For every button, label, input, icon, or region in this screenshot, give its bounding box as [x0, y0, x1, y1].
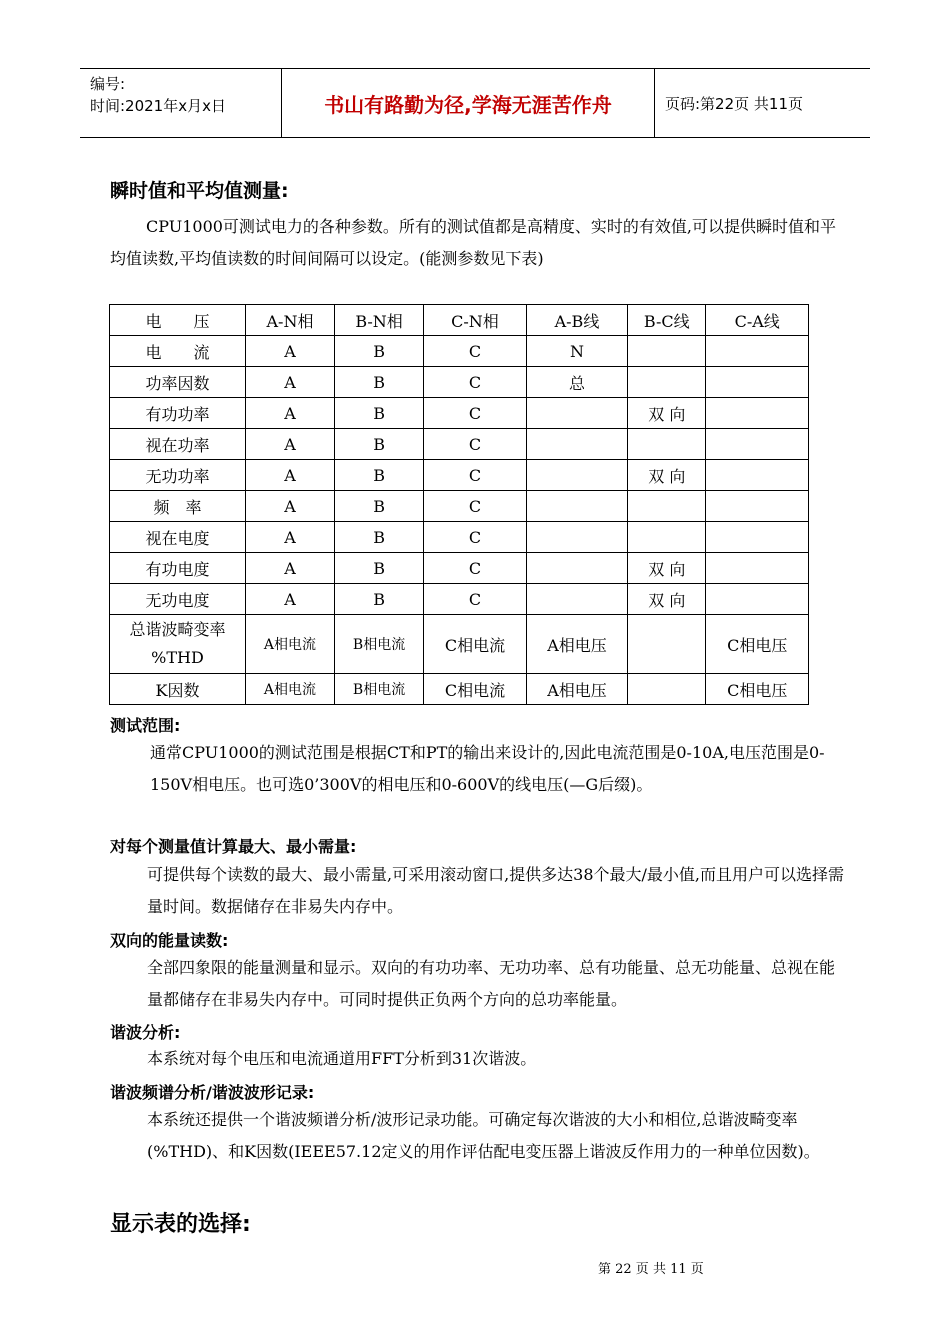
table-cell: B [334, 398, 423, 429]
table-cell: B相电流 [334, 674, 423, 705]
table-cell: A [246, 553, 335, 584]
header-cell: B-C线 [628, 305, 706, 336]
table-cell: A [246, 336, 335, 367]
harmonic-title: 谐波分析: [110, 1023, 181, 1042]
header-cell: A-B线 [526, 305, 627, 336]
table-cell: C [424, 429, 527, 460]
table-row [110, 491, 809, 522]
header-cell: A-N相 [246, 305, 335, 336]
row-label: 功率因数 [110, 367, 246, 398]
k-factor-row [110, 674, 809, 705]
row-label: 视在功率 [110, 429, 246, 460]
header-cell: 电 压 [110, 305, 246, 336]
table-cell: A [246, 460, 335, 491]
table-cell: B [334, 367, 423, 398]
table-cell [706, 398, 809, 429]
table-cell: A [246, 367, 335, 398]
table-cell: A相电流 [246, 674, 335, 705]
table-cell: B [334, 553, 423, 584]
header-cell: C-N相 [424, 305, 527, 336]
table-row [110, 429, 809, 460]
header-cell: B-N相 [334, 305, 423, 336]
table-row [110, 367, 809, 398]
spectrum-title: 谐波频谱分析/谐波波形记录: [110, 1083, 315, 1102]
table-cell: C相电压 [706, 615, 809, 674]
range-text: 通常CPU1000的测试范围是根据CT和PT的输出来设计的,因此电流范围是0-10A,电压范围是0-150V相电压。也可选0’300V的相电压和0-600V的线电压(—G后缀)。 [150, 743, 825, 794]
table-cell [628, 615, 706, 674]
header-cell: C-A线 [706, 305, 809, 336]
motto: 书山有路勤为径,学海无涯苦作舟 [282, 69, 655, 137]
table-cell [526, 429, 627, 460]
thd-label-line2: %THD [151, 648, 204, 667]
code-label: 编号: [90, 75, 126, 93]
table-cell [526, 460, 627, 491]
table-cell: B相电流 [334, 615, 423, 674]
table-cell [706, 491, 809, 522]
table-row [110, 553, 809, 584]
table-cell [526, 491, 627, 522]
table-cell: A [246, 491, 335, 522]
table-cell: 双 向 [628, 460, 706, 491]
table-cell [628, 367, 706, 398]
table-cell [526, 398, 627, 429]
table-cell: 双 向 [628, 553, 706, 584]
table-cell [628, 429, 706, 460]
page-footer: 第 22 页 共 11 页 [598, 1262, 704, 1277]
row-label [110, 615, 246, 674]
energy-title: 双向的能量读数: [110, 931, 229, 950]
table-cell [706, 584, 809, 615]
table-row [110, 336, 809, 367]
header-left [80, 69, 282, 137]
table-cell [706, 522, 809, 553]
table-cell: 双 向 [628, 584, 706, 615]
table-cell [628, 674, 706, 705]
table-cell [706, 367, 809, 398]
table-cell [526, 522, 627, 553]
time-label: 时间:2021年x月x日 [90, 97, 226, 115]
params-table [109, 304, 809, 705]
table-cell [706, 553, 809, 584]
table-cell: C相电流 [424, 674, 527, 705]
table-cell [628, 491, 706, 522]
table-row [110, 460, 809, 491]
table-cell [706, 429, 809, 460]
table-cell: 总 [526, 367, 627, 398]
table-cell: C [424, 398, 527, 429]
thd-row [110, 615, 809, 674]
table-cell [706, 460, 809, 491]
row-label: 频 率 [110, 491, 246, 522]
table-cell [628, 522, 706, 553]
table-row [110, 398, 809, 429]
spectrum-text: 本系统还提供一个谐波频谱分析/波形记录功能。可确定每次谐波的大小和相位,总谐波畸变率(%THD)、和K因数(IEEE57.12定义的用作评估配电变压器上谐波反作用力的一种单位因数)。 [147, 1110, 820, 1161]
table-cell: C [424, 491, 527, 522]
range-title: 测试范围: [110, 716, 181, 735]
demand-title: 对每个测量值计算最大、最小需量: [110, 837, 357, 856]
table-cell: B [334, 584, 423, 615]
harmonic-text: 本系统对每个电压和电流通道用FFT分析到31次谐波。 [147, 1049, 537, 1068]
energy-text: 全部四象限的能量测量和显示。双向的有功功率、无功功率、总有功能量、总无功能量、总视在能量都储存在非易失内存中。可同时提供正负两个方向的总功率能量。 [147, 958, 836, 1009]
table-row [110, 584, 809, 615]
row-label: 电 流 [110, 336, 246, 367]
page-header [80, 68, 870, 138]
row-label: 视在电度 [110, 522, 246, 553]
page-info: 页码:第22页 共11页 [665, 94, 803, 113]
table-cell: N [526, 336, 627, 367]
table-cell: A [246, 522, 335, 553]
table-cell: B [334, 460, 423, 491]
demand-text: 可提供每个读数的最大、最小需量,可采用滚动窗口,提供多达38个最大/最小值,而且用户可以选择需量时间。数据储存在非易失内存中。 [147, 865, 845, 916]
table-row [110, 522, 809, 553]
row-label: 有功电度 [110, 553, 246, 584]
table-cell: A相电流 [246, 615, 335, 674]
table-cell: B [334, 491, 423, 522]
section1-title: 瞬时值和平均值测量: [110, 180, 289, 202]
section2-title: 显示表的选择: [110, 1212, 251, 1237]
row-label: 无功电度 [110, 584, 246, 615]
table-cell: 双 向 [628, 398, 706, 429]
table-cell: A [246, 429, 335, 460]
table-cell: C [424, 553, 527, 584]
thd-label-line1: 总谐波畸变率 [129, 620, 226, 639]
table-cell: B [334, 429, 423, 460]
table-cell: A [246, 584, 335, 615]
table-cell: C [424, 460, 527, 491]
table-cell: B [334, 522, 423, 553]
table-cell: C相电流 [424, 615, 527, 674]
table-header-row [110, 305, 809, 336]
table-cell: A相电压 [526, 615, 627, 674]
table-cell: B [334, 336, 423, 367]
table-cell: C相电压 [706, 674, 809, 705]
table-cell [526, 553, 627, 584]
row-label: 无功功率 [110, 460, 246, 491]
table-cell: C [424, 367, 527, 398]
table-cell: A [246, 398, 335, 429]
table-cell [628, 336, 706, 367]
section1-para: CPU1000可测试电力的各种参数。所有的测试值都是高精度、实时的有效值,可以提供瞬时值和平均值读数,平均值读数的时间间隔可以设定。(能测参数见下表) [110, 217, 837, 268]
table-cell [526, 584, 627, 615]
table-cell: C [424, 584, 527, 615]
row-label: K因数 [110, 674, 246, 705]
table-cell [706, 336, 809, 367]
table-cell: C [424, 336, 527, 367]
table-cell: C [424, 522, 527, 553]
table-cell: A相电压 [526, 674, 627, 705]
row-label: 有功功率 [110, 398, 246, 429]
